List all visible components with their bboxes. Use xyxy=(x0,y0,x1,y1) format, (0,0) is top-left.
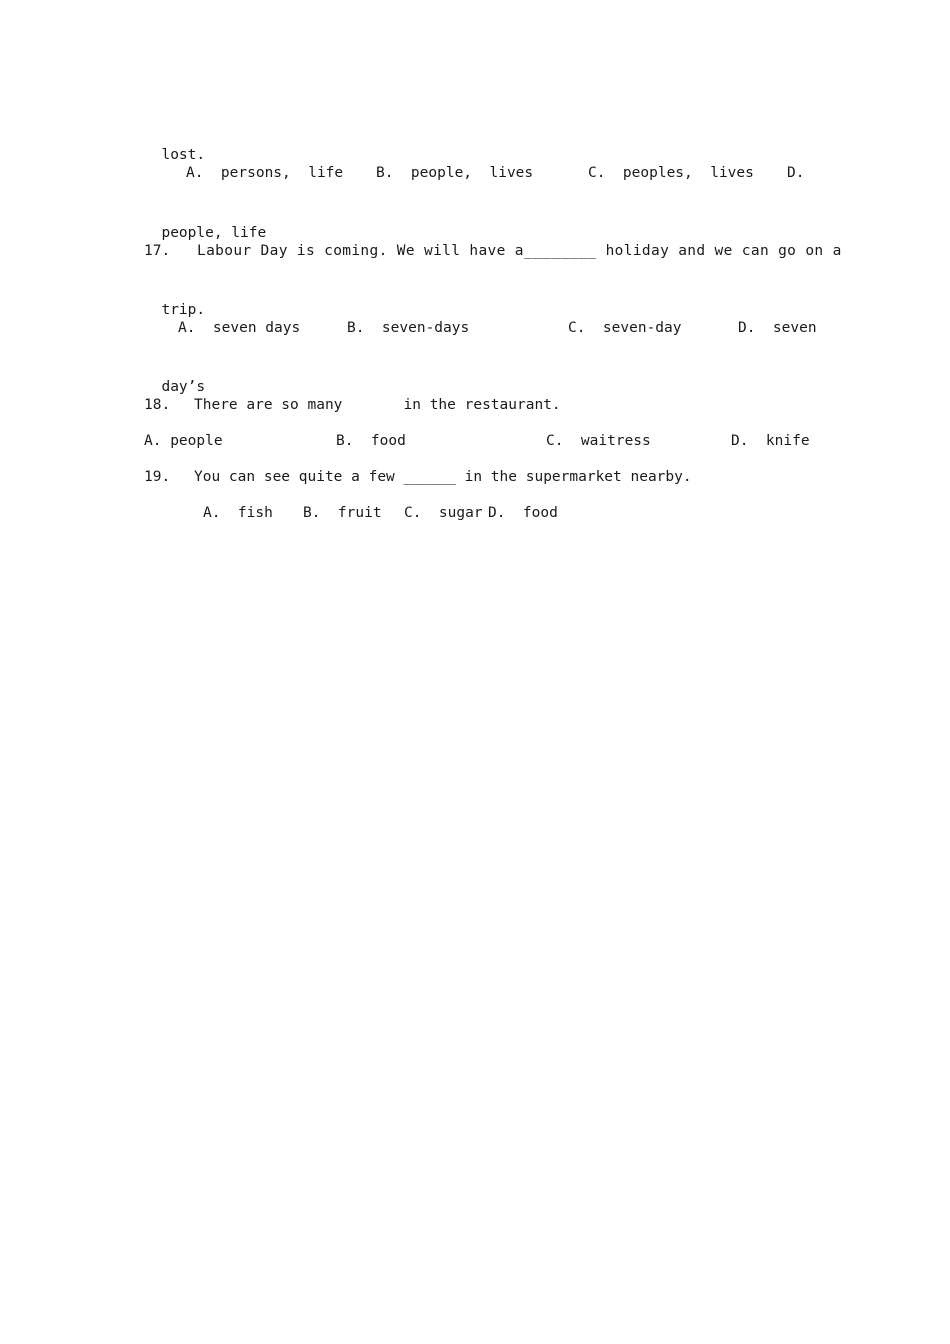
q17-option-d-prefix[interactable]: D. seven xyxy=(738,320,817,336)
q18-stem-text: There are so many in the restaurant. xyxy=(194,397,561,413)
q17-option-a[interactable]: A. seven days xyxy=(178,320,301,336)
q17-stem-wrap: trip. xyxy=(161,302,206,318)
q19-option-d[interactable]: D. food xyxy=(488,505,558,521)
q16-option-c[interactable]: C. peoples, lives xyxy=(588,165,754,181)
q18-number: 18. xyxy=(144,397,171,413)
q17-option-b[interactable]: B. seven-days xyxy=(347,320,470,336)
q17-number: 17. xyxy=(144,243,171,259)
q18-option-c[interactable]: C. waitress xyxy=(546,433,651,449)
q19-stem-text: You can see quite a few ______ in the supermarket nearby. xyxy=(194,469,692,485)
q16-options xyxy=(0,164,950,254)
q16-option-d-wrap: people, life xyxy=(161,225,267,241)
q19-option-b[interactable]: B. fruit xyxy=(303,505,382,521)
q16-stem-tail: lost. xyxy=(161,147,206,163)
q17-stem-text: Labour Day is coming. We will have a________ holiday and we can go on a xyxy=(197,243,842,259)
q16-option-b[interactable]: B. people, lives xyxy=(376,165,534,181)
q19-option-a[interactable]: A. fish xyxy=(203,505,273,521)
q18-option-d[interactable]: D. knife xyxy=(731,433,810,449)
q19-options xyxy=(0,504,950,594)
q17-option-c[interactable]: C. seven-day xyxy=(568,320,682,336)
q19-option-c[interactable]: C. sugar xyxy=(404,505,483,521)
q18-option-a[interactable]: A. people xyxy=(144,433,223,449)
q19-number: 19. xyxy=(144,469,171,485)
q16-option-a[interactable]: A. persons, life xyxy=(186,165,344,181)
q17-stem xyxy=(0,242,950,296)
q17-option-d-wrap: day’s xyxy=(161,379,206,395)
q16-option-d-prefix[interactable]: D. xyxy=(787,165,805,181)
q18-option-b[interactable]: B. food xyxy=(336,433,406,449)
